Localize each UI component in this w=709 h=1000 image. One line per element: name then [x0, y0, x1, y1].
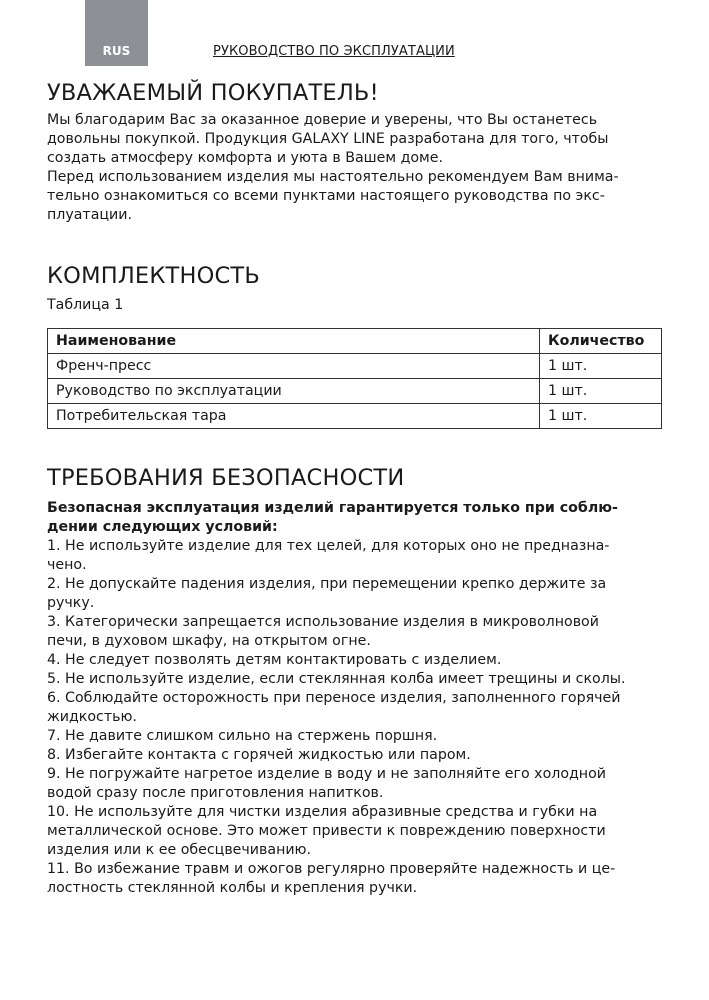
kit-heading: КОМПЛЕКТНОСТЬ — [47, 263, 260, 289]
greeting-line: Мы благодарим Вас за оказанное доверие и уверены, что Вы останетесь — [47, 112, 598, 128]
safety-rule-line: печи, в духовом шкафу, на открытом огне. — [47, 633, 371, 649]
safety-rule-line: 11. Во избежание травм и ожогов регулярно проверяйте надежность и це- — [47, 861, 616, 877]
safety-rule-line: 9. Не погружайте нагретое изделие в воду и не заполняйте его холодной — [47, 766, 606, 782]
table-cell-name: Френч-пресс — [48, 354, 540, 379]
greeting-paragraph — [47, 111, 667, 225]
safety-rule-line: металлической основе. Это может привести к повреждению поверхности — [47, 823, 606, 839]
safety-rule-line: 1. Не используйте изделие для тех целей, для которых оно не предназна- — [47, 538, 610, 554]
column-header-quantity: Количество — [540, 329, 662, 354]
safety-rule-line: жидкостью. — [47, 709, 137, 725]
greeting-line: Перед использованием изделия мы настоятельно рекомендуем Вам внима- — [47, 169, 619, 185]
table-cell-quantity: 1 шт. — [540, 354, 662, 379]
table-cell-quantity: 1 шт. — [540, 379, 662, 404]
greeting-line: тельно ознакомиться со всеми пунктами настоящего руководства по экс- — [47, 188, 605, 204]
safety-rule-line: 7. Не давите слишком сильно на стержень поршня. — [47, 728, 438, 744]
language-tab: RUS — [85, 0, 148, 66]
kit-table — [47, 328, 662, 429]
safety-rule-line: водой сразу после приготовления напитков. — [47, 785, 384, 801]
table-row — [48, 404, 662, 429]
table-cell-quantity: 1 шт. — [540, 404, 662, 429]
table-caption: Таблица 1 — [47, 297, 124, 313]
safety-rules — [47, 499, 667, 898]
safety-rule-line: 8. Избегайте контакта с горячей жидкостью или паром. — [47, 747, 471, 763]
safety-rule-line: 10. Не используйте для чистки изделия абразивные средства и губки на — [47, 804, 598, 820]
greeting-line: плуатации. — [47, 207, 133, 223]
safety-heading: ТРЕБОВАНИЯ БЕЗОПАСНОСТИ — [47, 465, 405, 491]
safety-intro-line: дении следующих условий: — [47, 519, 278, 535]
safety-rule-line: чено. — [47, 557, 87, 573]
safety-rule-line: изделия или к ее обесцвечиванию. — [47, 842, 312, 858]
safety-intro-line: Безопасная эксплуатация изделий гарантируется только при соблю- — [47, 500, 618, 516]
safety-rule-line: 3. Категорически запрещается использование изделия в микроволновой — [47, 614, 599, 630]
safety-rule-line: ручку. — [47, 595, 95, 611]
greeting-line: довольны покупкой. Продукция GALAXY LINE разработана для того, чтобы — [47, 131, 609, 147]
table-header-row — [48, 329, 662, 354]
table-row — [48, 354, 662, 379]
document-title: РУКОВОДСТВО ПО ЭКСПЛУАТАЦИИ — [213, 44, 455, 59]
table-cell-name: Потребительская тара — [48, 404, 540, 429]
greeting-line: создать атмосферу комфорта и уюта в Вашем доме. — [47, 150, 444, 166]
column-header-name: Наименование — [48, 329, 540, 354]
safety-rule-line: 4. Не следует позволять детям контактировать с изделием. — [47, 652, 502, 668]
safety-rule-line: 2. Не допускайте падения изделия, при перемещении крепко держите за — [47, 576, 607, 592]
table-row — [48, 379, 662, 404]
table-cell-name: Руководство по эксплуатации — [48, 379, 540, 404]
safety-rule-line: лостность стеклянной колбы и крепления ручки. — [47, 880, 418, 896]
safety-rule-line: 6. Соблюдайте осторожность при переносе изделия, заполненного горячей — [47, 690, 621, 706]
safety-rule-line: 5. Не используйте изделие, если стеклянная колба имеет трещины и сколы. — [47, 671, 626, 687]
greeting-heading: УВАЖАЕМЫЙ ПОКУПАТЕЛЬ! — [47, 80, 379, 106]
